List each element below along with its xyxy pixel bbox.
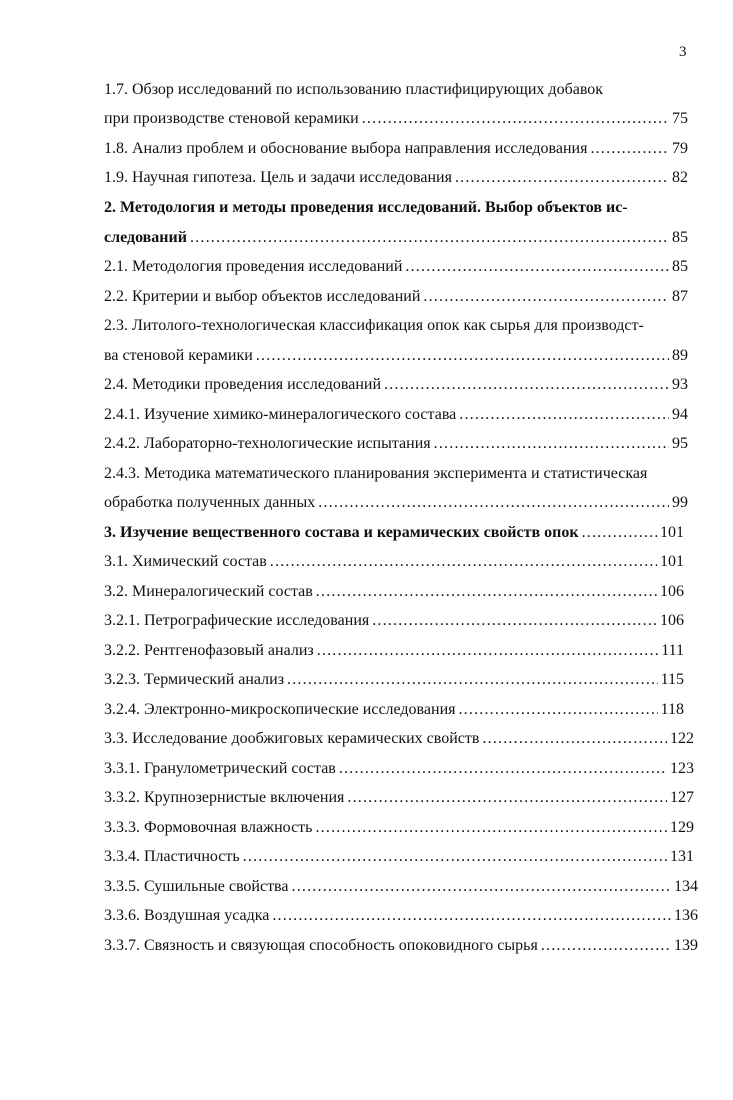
toc-entry-2-4-3 <box>104 464 694 484</box>
toc-chapter-2-cont <box>104 228 688 248</box>
toc-page-number: 101 <box>660 524 684 541</box>
toc-leader-dots <box>459 405 669 425</box>
toc-entry-1-7 <box>104 80 684 100</box>
toc-page-number: 75 <box>672 110 688 127</box>
toc-leader-dots <box>318 493 669 513</box>
toc-entry-text: 3.3. Исследование дообжиговых керамических свойств <box>104 730 480 747</box>
toc-page-number: 123 <box>670 760 694 777</box>
toc-entry-text: 1.8. Анализ проблем и обоснование выбора направления исследования <box>104 140 588 157</box>
toc-entry-text: 3.3.2. Крупнозернистые включения <box>104 789 345 806</box>
toc-page-number: 122 <box>670 730 694 747</box>
toc-leader-dots <box>458 700 657 720</box>
toc-entry-1-9 <box>104 168 688 188</box>
toc-entry-3-3-1 <box>104 759 694 779</box>
toc-page-number: 127 <box>670 789 694 806</box>
toc-page-number: 89 <box>672 347 688 364</box>
toc-entry-text: ва стеновой керамики <box>104 347 253 364</box>
toc-leader-dots <box>423 287 669 307</box>
toc-leader-dots <box>287 670 658 690</box>
toc-page-number: 79 <box>672 140 688 157</box>
toc-entry-3-2 <box>104 582 684 602</box>
toc-leader-dots <box>590 139 669 159</box>
toc-entry-text: при производстве стеновой керамики <box>104 110 359 127</box>
toc-entry-text: 2.2. Критерии и выбор объектов исследований <box>104 288 421 305</box>
toc-entry-3-1 <box>104 552 684 572</box>
toc-entry-2-4 <box>104 375 688 395</box>
toc-leader-dots <box>434 434 669 454</box>
toc-entry-2-1 <box>104 257 688 277</box>
toc-page-number: 118 <box>660 701 684 718</box>
toc-entry-text: 2.1. Методология проведения исследований <box>104 258 403 275</box>
toc-entry-2-3-cont <box>104 346 688 366</box>
toc-page-number: 85 <box>672 258 688 275</box>
toc-entry-2-4-1 <box>104 405 688 425</box>
toc-leader-dots <box>243 847 667 867</box>
toc-entry-text: 3.2.4. Электронно-микроскопические исследования <box>104 701 456 718</box>
toc-leader-dots <box>347 788 667 808</box>
toc-page-number: 87 <box>672 288 688 305</box>
toc-page-number: 95 <box>672 435 688 452</box>
toc-leader-dots <box>190 228 669 248</box>
toc-leader-dots <box>372 611 657 631</box>
toc-leader-dots <box>384 375 669 395</box>
toc-leader-dots <box>339 759 667 779</box>
toc-entry-text: 1.7. Обзор исследований по использованию пластифицирующих добавок <box>104 81 604 98</box>
toc-entry-2-2 <box>104 287 688 307</box>
toc-leader-dots <box>272 906 671 926</box>
toc-page-number: 136 <box>674 907 698 924</box>
toc-entry-text: обработка полученных данных <box>104 494 316 511</box>
toc-entry-text: 2.3. Литолого-технологическая классификация опок как сырья для производст- <box>104 317 644 334</box>
toc-entry-text: 2.4.2. Лабораторно-технологические испытания <box>104 435 431 452</box>
toc-page-number: 82 <box>672 169 688 186</box>
toc-page-number: 85 <box>672 229 688 246</box>
toc-page-number: 139 <box>674 937 698 954</box>
toc-leader-dots <box>256 346 669 366</box>
toc-page-number: 94 <box>672 406 688 423</box>
toc-chapter-2 <box>104 198 694 218</box>
toc-leader-dots <box>362 109 669 129</box>
toc-entry-text: 3.1. Химический состав <box>104 553 267 570</box>
toc-entry-text: следований <box>104 229 187 246</box>
toc-chapter-3 <box>104 523 684 543</box>
toc-entry-3-2-2 <box>104 641 684 661</box>
toc-leader-dots <box>541 936 671 956</box>
toc-entry-text: 3.2.2. Рентгенофазовый анализ <box>104 642 314 659</box>
toc-entry-text: 3.2. Минералогический состав <box>104 583 313 600</box>
toc-entry-text: 2.4.3. Методика математического планирования эксперимента и статистическая <box>104 465 648 482</box>
toc-page-number: 106 <box>660 612 684 629</box>
toc-leader-dots <box>292 877 672 897</box>
toc-entry-text: 2.4.1. Изучение химико-минералогического состава <box>104 406 457 423</box>
toc-entry-text: 3.3.5. Сушильные свойства <box>104 878 289 895</box>
toc-entry-text: 3.3.7. Связность и связующая способность опоковидного сырья <box>104 937 538 954</box>
toc-entry-text: 3.3.3. Формовочная влажность <box>104 819 313 836</box>
toc-entry-3-3-5 <box>104 877 698 897</box>
toc-entry-text: 3.2.1. Петрографические исследования <box>104 612 370 629</box>
toc-entry-3-3-6 <box>104 906 698 926</box>
toc-page-number: 134 <box>674 878 698 895</box>
toc-leader-dots <box>270 552 657 572</box>
page-number: 3 <box>679 44 687 60</box>
toc-entry-3-3 <box>104 729 694 749</box>
toc-leader-dots <box>316 582 657 602</box>
toc-page-number: 106 <box>660 583 684 600</box>
toc-entry-text: 2. Методология и методы проведения исследований. Выбор объектов ис- <box>104 199 628 216</box>
toc-entry-2-4-3-cont <box>104 493 688 513</box>
toc-page-number: 101 <box>660 553 684 570</box>
toc-page-number: 99 <box>672 494 688 511</box>
toc-page-number: 129 <box>670 819 694 836</box>
toc-page-number: 111 <box>661 642 684 659</box>
toc-leader-dots <box>317 641 658 661</box>
toc-entry-2-3 <box>104 316 694 336</box>
toc-entry-text: 2.4. Методики проведения исследований <box>104 376 382 393</box>
toc-entry-3-2-3 <box>104 670 684 690</box>
toc-entry-text: 1.9. Научная гипотеза. Цель и задачи исследования <box>104 169 452 186</box>
toc-entry-text: 3. Изучение вещественного состава и керамических свойств опок <box>104 524 579 541</box>
toc-entry-1-7-cont <box>104 109 688 129</box>
toc-leader-dots <box>482 729 667 749</box>
toc-leader-dots <box>582 523 657 543</box>
toc-entry-3-3-7 <box>104 936 698 956</box>
toc-entry-3-3-2 <box>104 788 694 808</box>
toc-page-number: 131 <box>670 848 694 865</box>
toc-entry-text: 3.3.6. Воздушная усадка <box>104 907 270 924</box>
toc-page-number: 115 <box>660 671 684 688</box>
toc-entry-3-3-3 <box>104 818 694 838</box>
toc-entry-text: 3.2.3. Термический анализ <box>104 671 285 688</box>
toc-page-number: 93 <box>672 376 688 393</box>
toc-leader-dots <box>405 257 669 277</box>
toc-entry-2-4-2 <box>104 434 688 454</box>
toc-entry-text: 3.3.1. Гранулометрический состав <box>104 760 336 777</box>
toc-entry-3-3-4 <box>104 847 694 867</box>
toc-entry-1-8 <box>104 139 688 159</box>
toc-entry-text: 3.3.4. Пластичность <box>104 848 240 865</box>
toc-leader-dots <box>455 168 669 188</box>
toc-leader-dots <box>315 818 667 838</box>
toc-entry-3-2-4 <box>104 700 684 720</box>
toc-entry-3-2-1 <box>104 611 684 631</box>
